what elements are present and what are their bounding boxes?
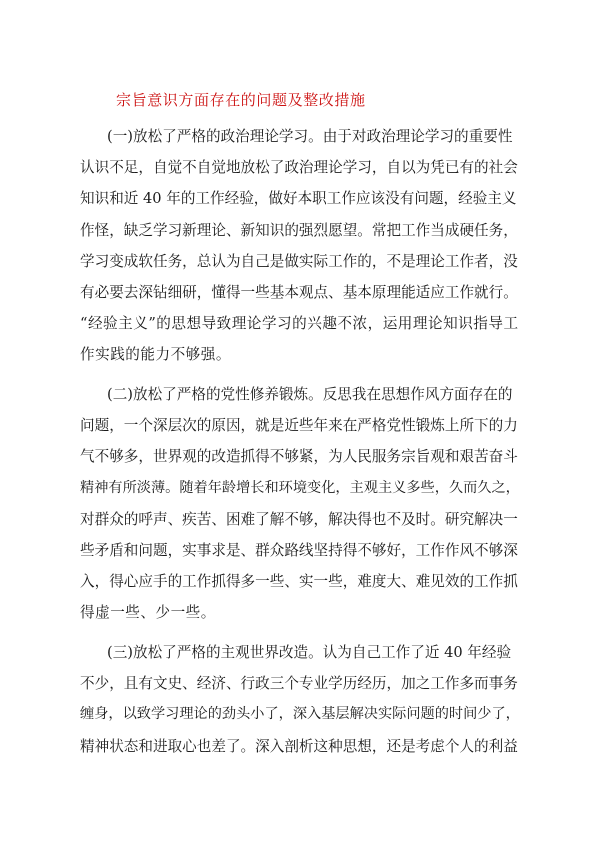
paragraph-line: 对群众的呼声、疾苦、困难了解不够，解决得也不及时。研究解决一	[80, 510, 518, 528]
paragraph-line: 精神有所淡薄。随着年龄增长和环境变化，主观主义多些，久而久之，	[80, 479, 520, 496]
paragraph-1	[80, 121, 520, 371]
paragraph-line: 有必要去深钻细研，懂得一些基本观点、基本原理能适应工作就行。	[80, 283, 518, 301]
paragraph-line: 气不够多，世界观的改造抓得不够紧，为人民服务宗旨观和艰苦奋斗	[80, 448, 518, 466]
paragraph-line: 知识和近 40 年的工作经验，做好本职工作应该没有问题，经验主义	[80, 190, 517, 208]
paragraph-line: (二)放松了严格的党性修养锻炼。反思我在思想作风方面存在的	[107, 386, 513, 403]
paragraph-line: 作实践的能力不够强。	[80, 346, 231, 364]
paragraph-line: 得虚一些、少一些。	[80, 604, 216, 622]
paragraph-line: 认识不足，自觉不自觉地放松了政治理论学习，自以为凭已有的社会	[80, 159, 518, 177]
paragraph-line: (一)放松了严格的政治理论学习。由于对政治理论学习的重要性	[107, 128, 513, 145]
paragraph-3	[80, 637, 520, 762]
paragraph-2	[80, 379, 520, 629]
document-title: 宗旨意识方面存在的问题及整改措施	[116, 91, 366, 109]
paragraph-line: 作怪，缺乏学习新理论、新知识的强烈愿望。常把工作当成硬任务，	[80, 221, 518, 239]
paragraph-line: 不少，且有文史、经济、行政三个专业学历经历，加之工作多而事务	[80, 675, 518, 693]
paragraph-line: 问题，一个深层次的原因，就是近些年来在严格党性锻炼上所下的力	[80, 417, 518, 435]
paragraph-line: 学习变成软任务，总认为自己是做实际工作的，不是理论工作者，没	[80, 252, 518, 270]
paragraph-line: 些矛盾和问题，实事求是、群众路线坚持得不够好，工作作风不够深	[80, 541, 518, 559]
paragraph-line: 精神状态和进取心也差了。深入剖析这种思想，还是考虑个人的利益	[80, 737, 518, 755]
paragraph-line: “经验主义”的思想导致理论学习的兴趣不浓，运用理论知识指导工	[80, 315, 519, 333]
paragraph-line: 入，得心应手的工作抓得多一些、实一些，难度大、难见效的工作抓	[80, 573, 518, 591]
paragraph-line: 缠身，以致学习理论的劲头小了，深入基层解决实际问题的时间少了，	[80, 706, 520, 723]
paragraph-line: (三)放松了严格的主观世界改造。认为自己工作了近 40 年经验	[107, 644, 512, 661]
